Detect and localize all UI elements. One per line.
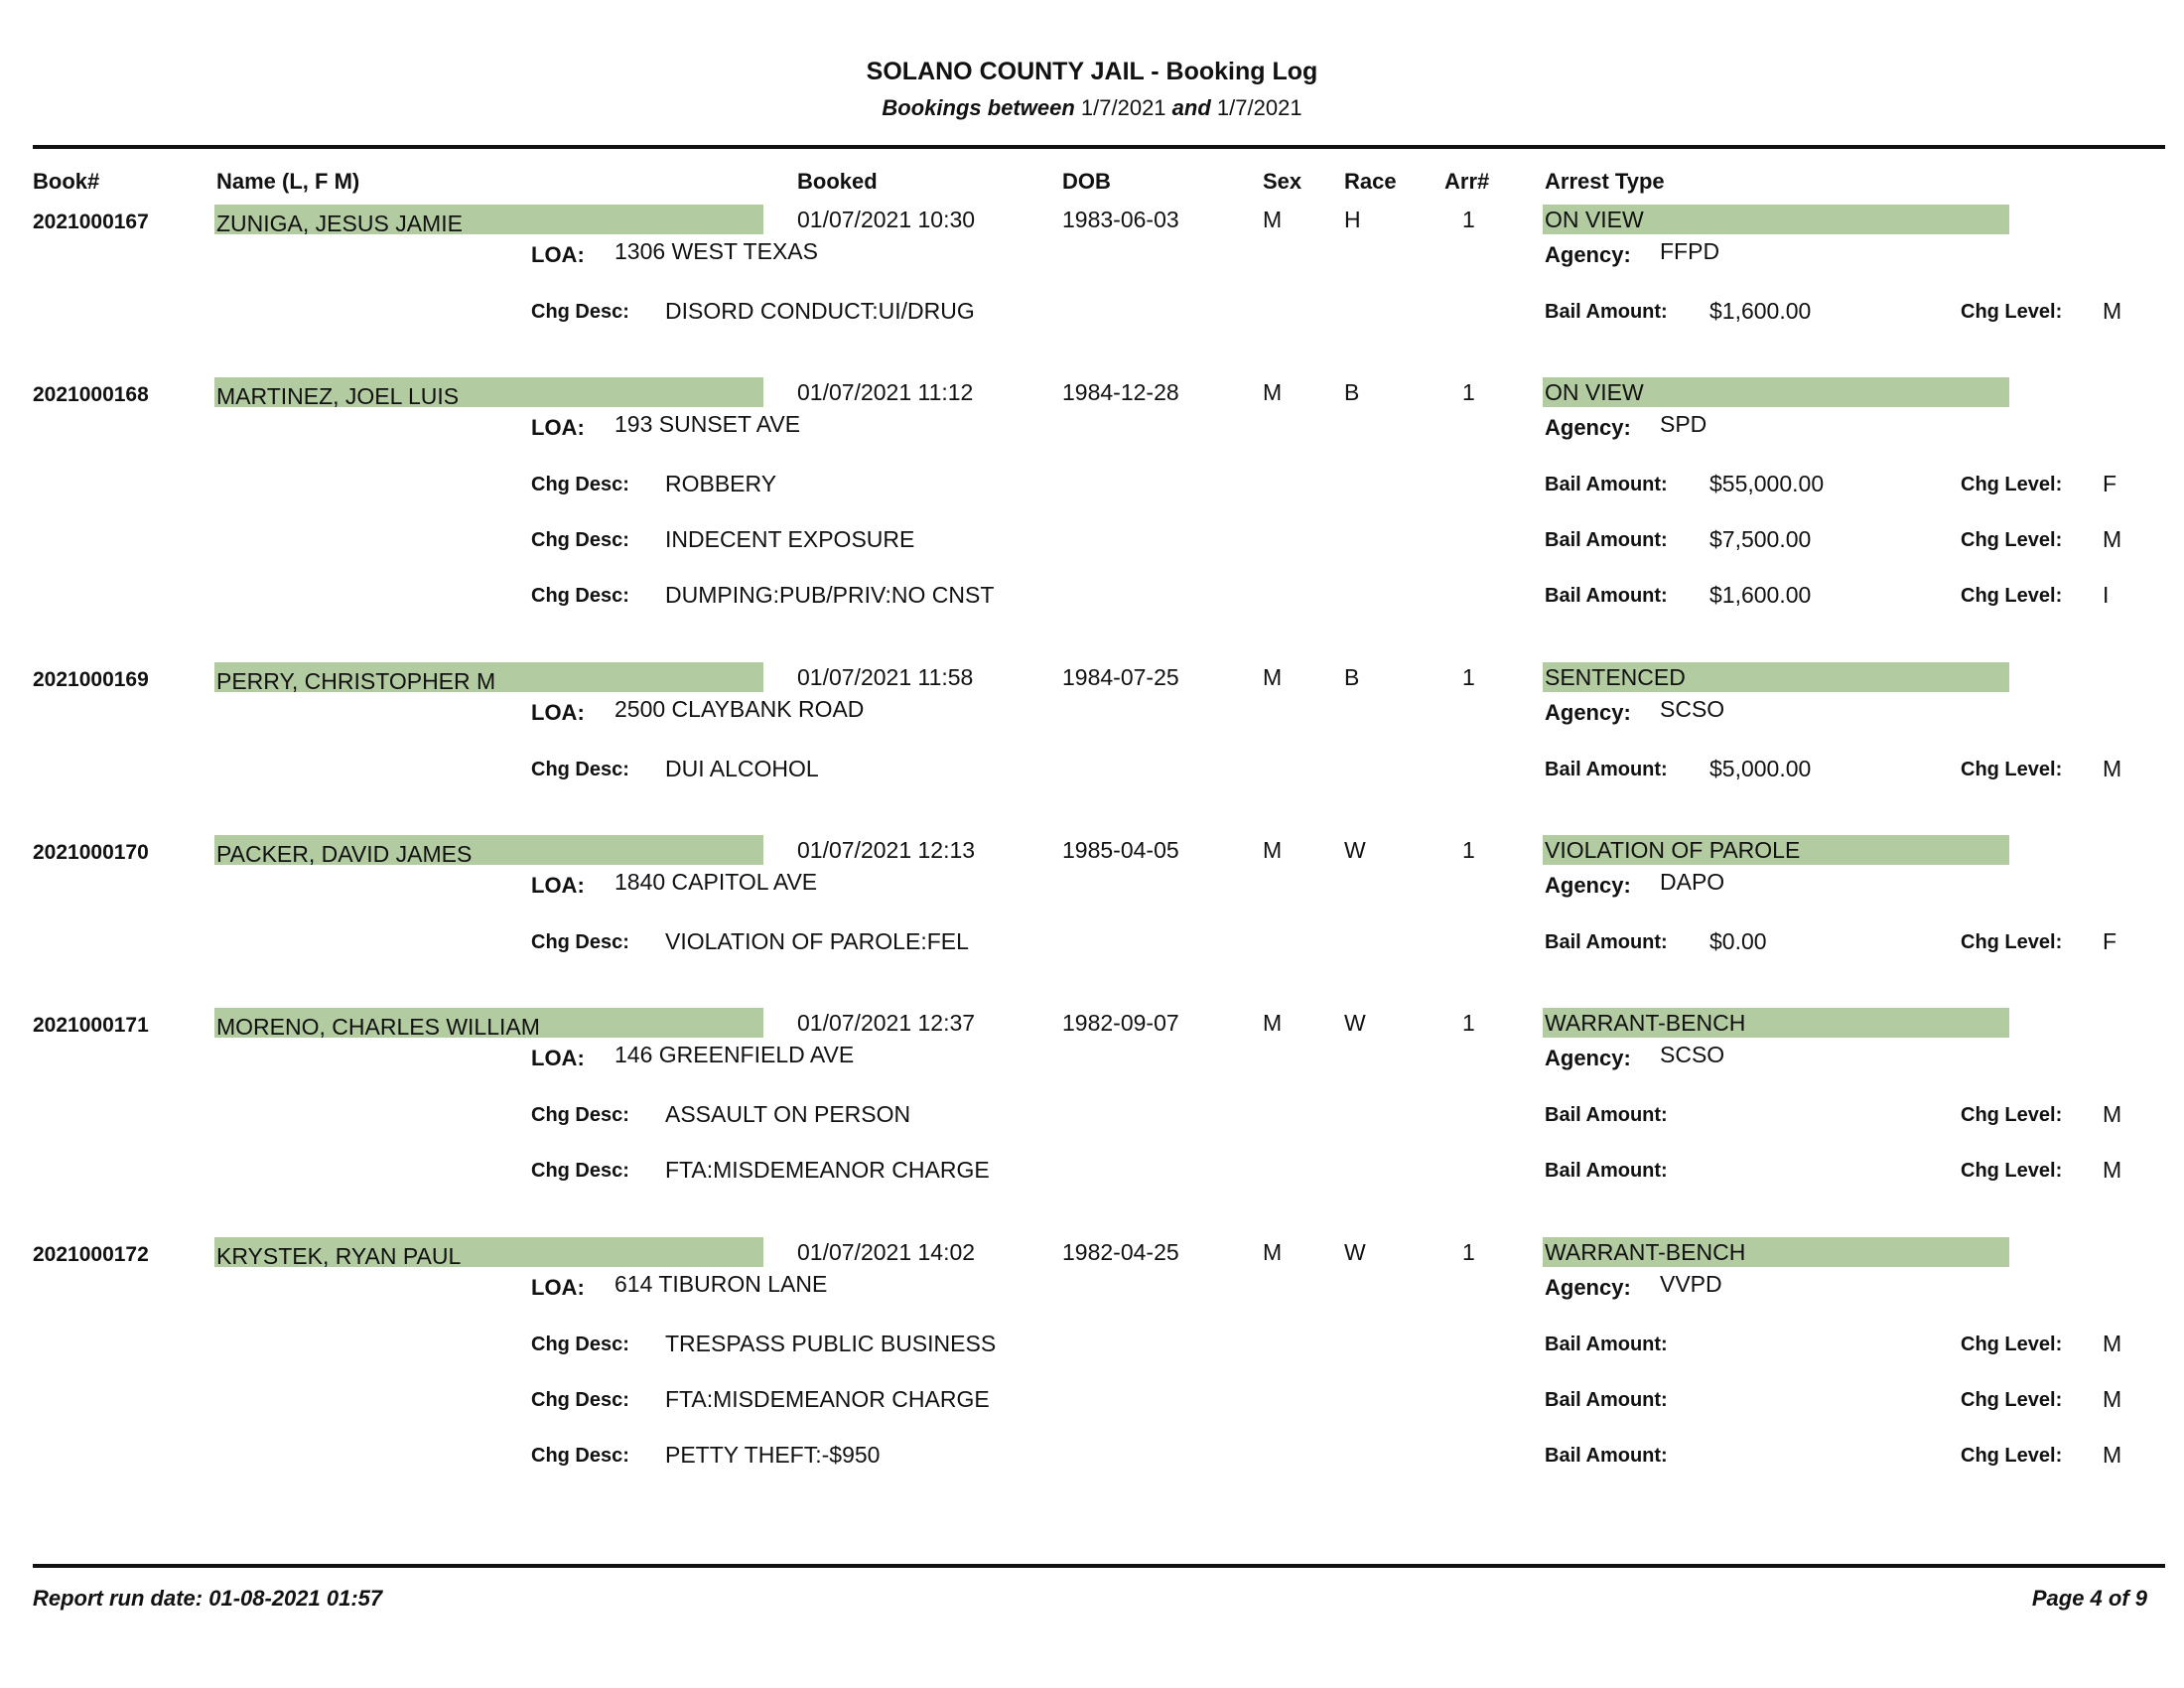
book-number: 2021000168 [33, 383, 149, 406]
agency-value: SPD [1660, 411, 1707, 437]
booked-datetime: 01/07/2021 10:30 [797, 207, 976, 232]
bail-amount: $0.00 [1709, 928, 1767, 954]
charge-description: TRESPASS PUBLIC BUSINESS [665, 1331, 997, 1356]
name-highlight [214, 1237, 763, 1267]
bail-amount-label: Bail Amount: [1545, 474, 1668, 495]
booked-datetime: 01/07/2021 12:13 [797, 837, 976, 863]
loa-value: 146 GREENFIELD AVE [614, 1042, 855, 1067]
bail-amount-label: Bail Amount: [1545, 585, 1668, 607]
bail-amount-label: Bail Amount: [1545, 301, 1668, 323]
inmate-name: PERRY, CHRISTOPHER M [216, 668, 496, 694]
charge-description: DISORD CONDUCT:UI/DRUG [665, 298, 975, 324]
charge-level-label: Chg Level: [1961, 931, 2063, 953]
bail-amount: $55,000.00 [1709, 471, 1825, 496]
charge-description: FTA:MISDEMEANOR CHARGE [665, 1157, 990, 1183]
agency-value: DAPO [1660, 869, 1725, 895]
charge-level-label: Chg Level: [1961, 1334, 2063, 1355]
arrest-type: ON VIEW [1545, 379, 1644, 405]
name-highlight [214, 662, 763, 692]
bail-amount: $5,000.00 [1709, 756, 1812, 781]
charge-level-label: Chg Level: [1961, 759, 2063, 780]
subtitle-prefix: Bookings between [882, 95, 1075, 120]
charge-description: DUMPING:PUB/PRIV:NO CNST [665, 582, 995, 608]
charge-level: M [2103, 1157, 2122, 1183]
footer-divider [33, 1564, 2165, 1568]
arrest-type: VIOLATION OF PAROLE [1545, 837, 1801, 863]
loa-label: LOA: [531, 700, 585, 725]
bail-amount-label: Bail Amount: [1545, 1445, 1668, 1467]
header-divider [33, 145, 2165, 149]
arrest-number: 1 [1462, 1010, 1475, 1036]
agency-label: Agency: [1545, 1275, 1631, 1300]
race-value: B [1344, 664, 1360, 690]
date-of-birth: 1983-06-03 [1062, 207, 1179, 232]
subtitle-join: and [1171, 95, 1211, 120]
date-of-birth: 1982-09-07 [1062, 1010, 1179, 1036]
date-of-birth: 1985-04-05 [1062, 837, 1179, 863]
charge-desc-label: Chg Desc: [531, 931, 629, 953]
arrest-type: SENTENCED [1545, 664, 1686, 690]
arrest-type-highlight [1543, 1008, 2009, 1038]
arrest-type: WARRANT-BENCH [1545, 1010, 1746, 1036]
col-header-name: Name (L, F M) [216, 169, 360, 194]
name-highlight [214, 205, 763, 234]
name-highlight [214, 835, 763, 865]
charge-level-label: Chg Level: [1961, 301, 2063, 323]
agency-value: FFPD [1660, 238, 1720, 264]
book-number: 2021000169 [33, 668, 149, 691]
loa-value: 1306 WEST TEXAS [614, 238, 818, 264]
charge-level-label: Chg Level: [1961, 1104, 2063, 1126]
inmate-name: MARTINEZ, JOEL LUIS [216, 383, 460, 409]
bail-amount: $1,600.00 [1709, 582, 1812, 608]
book-number: 2021000167 [33, 211, 149, 233]
charge-level: M [2103, 1331, 2122, 1356]
arrest-type-highlight [1543, 835, 2009, 865]
race-value: W [1344, 837, 1366, 863]
race-value: W [1344, 1239, 1366, 1265]
bail-amount-label: Bail Amount: [1545, 1160, 1668, 1182]
loa-label: LOA: [531, 242, 585, 267]
charge-level: F [2103, 471, 2117, 496]
loa-value: 2500 CLAYBANK ROAD [614, 696, 865, 722]
col-header-booked: Booked [797, 169, 878, 194]
bail-amount: $1,600.00 [1709, 298, 1812, 324]
charge-description: PETTY THEFT:-$950 [665, 1442, 881, 1468]
sex-value: M [1263, 1010, 1283, 1036]
col-header-race: Race [1344, 169, 1397, 194]
sex-value: M [1263, 379, 1283, 405]
bail-amount: $7,500.00 [1709, 526, 1812, 552]
loa-label: LOA: [531, 873, 585, 898]
charge-row [0, 582, 2184, 612]
bail-amount-label: Bail Amount: [1545, 1334, 1668, 1355]
date-to: 1/7/2021 [1216, 95, 1302, 120]
charge-description: VIOLATION OF PAROLE:FEL [665, 928, 969, 954]
charge-level: M [2103, 526, 2122, 552]
bail-amount-label: Bail Amount: [1545, 759, 1668, 780]
report-title: SOLANO COUNTY JAIL - Booking Log [866, 58, 1318, 85]
race-value: H [1344, 207, 1361, 232]
arrest-number: 1 [1462, 837, 1475, 863]
charge-description: ROBBERY [665, 471, 777, 496]
charge-level-label: Chg Level: [1961, 585, 2063, 607]
report-run-date: Report run date: 01-08-2021 01:57 [33, 1586, 383, 1611]
charge-row [0, 1386, 2184, 1416]
agency-label: Agency: [1545, 873, 1631, 898]
charge-desc-label: Chg Desc: [531, 1160, 629, 1182]
date-of-birth: 1984-07-25 [1062, 664, 1179, 690]
charge-desc-label: Chg Desc: [531, 1104, 629, 1126]
charge-level-label: Chg Level: [1961, 1389, 2063, 1411]
bail-amount-label: Bail Amount: [1545, 529, 1668, 551]
charge-row [0, 1157, 2184, 1187]
charge-desc-label: Chg Desc: [531, 1334, 629, 1355]
col-header-dob: DOB [1062, 169, 1111, 194]
charge-desc-label: Chg Desc: [531, 1445, 629, 1467]
charge-level: I [2103, 582, 2110, 608]
charge-level: M [2103, 298, 2122, 324]
charge-description: DUI ALCOHOL [665, 756, 819, 781]
charge-row [0, 526, 2184, 556]
sex-value: M [1263, 837, 1283, 863]
loa-label: LOA: [531, 1046, 585, 1070]
charge-desc-label: Chg Desc: [531, 759, 629, 780]
charge-row [0, 928, 2184, 958]
charge-desc-label: Chg Desc: [531, 1389, 629, 1411]
charge-row [0, 1101, 2184, 1131]
bail-amount-label: Bail Amount: [1545, 1104, 1668, 1126]
charge-level: F [2103, 928, 2117, 954]
race-value: B [1344, 379, 1360, 405]
agency-label: Agency: [1545, 700, 1631, 725]
page-number: Page 4 of 9 [2031, 1586, 2147, 1611]
inmate-name: PACKER, DAVID JAMES [216, 841, 473, 867]
charge-desc-label: Chg Desc: [531, 474, 629, 495]
booked-datetime: 01/07/2021 11:58 [797, 664, 974, 690]
charge-desc-label: Chg Desc: [531, 585, 629, 607]
charge-description: ASSAULT ON PERSON [665, 1101, 911, 1127]
charge-row [0, 298, 2184, 328]
agency-label: Agency: [1545, 1046, 1631, 1070]
col-header-sex: Sex [1263, 169, 1302, 194]
agency-label: Agency: [1545, 415, 1631, 440]
charge-level: M [2103, 1442, 2122, 1468]
booked-datetime: 01/07/2021 14:02 [797, 1239, 976, 1265]
charge-level-label: Chg Level: [1961, 1445, 2063, 1467]
booked-datetime: 01/07/2021 11:12 [797, 379, 974, 405]
charge-desc-label: Chg Desc: [531, 301, 629, 323]
loa-value: 1840 CAPITOL AVE [614, 869, 818, 895]
inmate-name: KRYSTEK, RYAN PAUL [216, 1243, 462, 1269]
charge-level: M [2103, 756, 2122, 781]
charge-row [0, 756, 2184, 785]
charge-row [0, 1331, 2184, 1360]
race-value: W [1344, 1010, 1366, 1036]
arrest-type: ON VIEW [1545, 207, 1644, 232]
col-header-arrest-type: Arrest Type [1545, 169, 1665, 194]
date-of-birth: 1982-04-25 [1062, 1239, 1179, 1265]
agency-label: Agency: [1545, 242, 1631, 267]
inmate-name: MORENO, CHARLES WILLIAM [216, 1014, 540, 1040]
date-from: 1/7/2021 [1080, 95, 1166, 120]
bail-amount-label: Bail Amount: [1545, 931, 1668, 953]
book-number: 2021000172 [33, 1243, 149, 1266]
booked-datetime: 01/07/2021 12:37 [797, 1010, 976, 1036]
book-number: 2021000170 [33, 841, 149, 864]
charge-description: FTA:MISDEMEANOR CHARGE [665, 1386, 990, 1412]
charge-level: M [2103, 1386, 2122, 1412]
charge-row [0, 1442, 2184, 1472]
loa-label: LOA: [531, 415, 585, 440]
sex-value: M [1263, 207, 1283, 232]
arrest-number: 1 [1462, 207, 1475, 232]
name-highlight [214, 377, 763, 407]
loa-value: 193 SUNSET AVE [614, 411, 801, 437]
inmate-name: ZUNIGA, JESUS JAMIE [216, 211, 463, 236]
charge-description: INDECENT EXPOSURE [665, 526, 915, 552]
arrest-type-highlight [1543, 662, 2009, 692]
arrest-type-highlight [1543, 1237, 2009, 1267]
agency-value: VVPD [1660, 1271, 1722, 1297]
arrest-number: 1 [1462, 664, 1475, 690]
col-header-arr: Arr# [1444, 169, 1490, 194]
name-highlight [214, 1008, 763, 1038]
sex-value: M [1263, 664, 1283, 690]
agency-value: SCSO [1660, 1042, 1725, 1067]
agency-value: SCSO [1660, 696, 1725, 722]
charge-desc-label: Chg Desc: [531, 529, 629, 551]
arrest-number: 1 [1462, 379, 1475, 405]
charge-level-label: Chg Level: [1961, 1160, 2063, 1182]
arrest-number: 1 [1462, 1239, 1475, 1265]
sex-value: M [1263, 1239, 1283, 1265]
bail-amount-label: Bail Amount: [1545, 1389, 1668, 1411]
arrest-type-highlight [1543, 377, 2009, 407]
book-number: 2021000171 [33, 1014, 149, 1037]
charge-level-label: Chg Level: [1961, 474, 2063, 495]
charge-row [0, 471, 2184, 500]
date-of-birth: 1984-12-28 [1062, 379, 1179, 405]
col-header-book: Book# [33, 169, 100, 194]
loa-label: LOA: [531, 1275, 585, 1300]
arrest-type: WARRANT-BENCH [1545, 1239, 1746, 1265]
charge-level-label: Chg Level: [1961, 529, 2063, 551]
report-subtitle [0, 95, 2184, 121]
arrest-type-highlight [1543, 205, 2009, 234]
loa-value: 614 TIBURON LANE [614, 1271, 828, 1297]
charge-level: M [2103, 1101, 2122, 1127]
